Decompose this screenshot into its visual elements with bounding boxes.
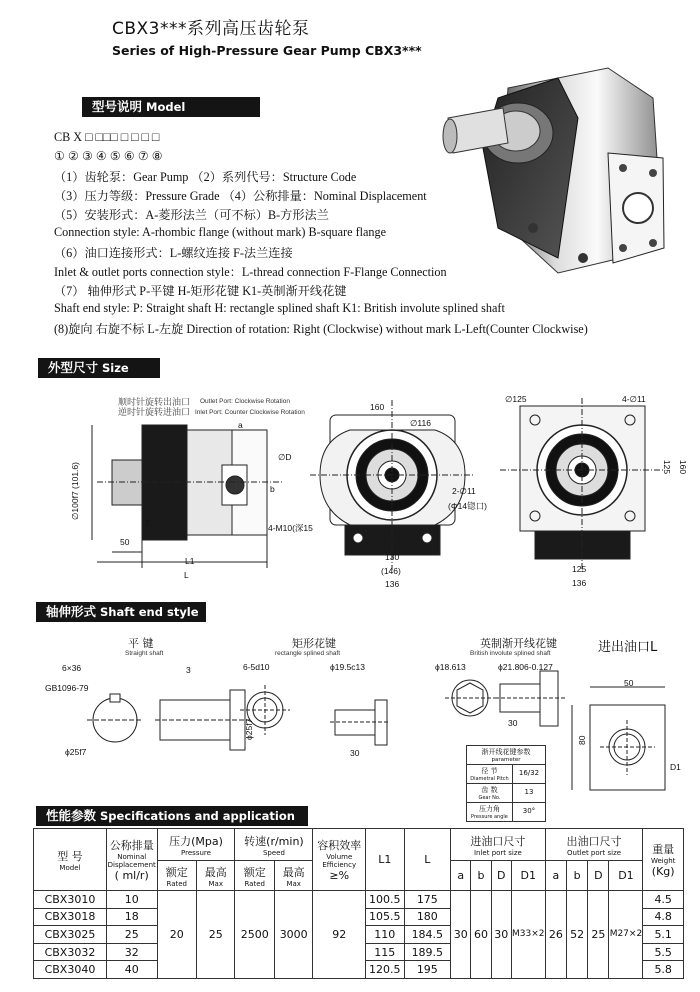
header-L1: L1 — [366, 829, 404, 891]
section-title-en: Shaft end style — [100, 605, 199, 619]
param-label-zh: 齿 数 — [481, 786, 498, 794]
cell-weight: 5.8 — [643, 961, 684, 979]
dim-4-holes: 4-∅11 — [622, 394, 646, 404]
spline-param-row — [467, 765, 545, 784]
cell-out-D1: M27×2 — [609, 891, 643, 979]
spline-parameter-table — [466, 745, 546, 822]
model-line-8: (8)旋向 右旋不标 L-左旋 Direction of rotation: Right (Clockwise) without mark L-Left(Counter Clockwise) — [54, 322, 588, 336]
dim-125-bottom: 125 — [572, 564, 587, 574]
cell-in-D1: M33×2 — [511, 891, 545, 979]
model-line-6: （6）油口连接形式：L-螺纹连接 F-法兰连接 — [54, 246, 293, 260]
header-out-b: b — [566, 861, 587, 891]
header-outlet: 出油口尺寸 Outlet port size — [545, 829, 643, 861]
cell-out-a: 26 — [545, 891, 566, 979]
dim-shaft-diameter: ∅100f7 (101.6) — [70, 462, 80, 520]
cell-speed-rated: 2500 — [235, 891, 274, 979]
dim-2-holes: 2-∅11 — [452, 486, 476, 496]
model-line-shaft: Shaft end style: P: Straight shaft H: rectangle splined shaft K1: British involute splined shaft — [54, 301, 505, 315]
header-press-max: 最高 Max — [197, 861, 235, 891]
model-code-numbers: ① ② ③ ④ ⑤ ⑥ ⑦ ⑧ — [54, 149, 163, 163]
dim-b: b — [270, 484, 275, 494]
dim-130: 130 — [385, 552, 400, 562]
outlet-port-note: Outlet Port: Clockwise Rotation — [200, 398, 290, 405]
header-weight: 重量 Weight (Kg) — [643, 829, 684, 891]
dim-m10: 4-M10(深15 — [268, 523, 313, 533]
rect-spline-title-en: rectangle splined shaft — [275, 650, 341, 657]
dim-125-side: 125 — [662, 459, 673, 475]
section-title-en: Model Instruction — [92, 100, 186, 134]
straight-shaft-drawing — [85, 670, 265, 770]
model-code-line: CB X □ □□□ □ □ □ □ — [54, 130, 160, 144]
header-out-D1: D1 — [609, 861, 643, 891]
cell-model: CBX3040 — [34, 961, 107, 979]
cell-model: CBX3025 — [34, 926, 107, 944]
cell-L1: 105.5 — [366, 908, 404, 926]
section-specifications — [36, 806, 308, 843]
header-out-a: a — [545, 861, 566, 891]
dim-holes-note: (Φ14锪口) — [448, 501, 487, 511]
straight-key-standard: GB1096-79 — [45, 683, 89, 693]
header-model: 型 号 Model — [34, 829, 107, 891]
section-title-zh: 外型尺寸 — [48, 360, 99, 375]
dim-a: a — [238, 420, 243, 430]
brit-spline-d21806: ϕ21.806-0.127 — [498, 662, 553, 672]
spline-param-row — [467, 803, 545, 821]
spline-param-title-zh: 渐开线花键参数 — [481, 748, 531, 756]
model-line-5: （5）安装形式：A-菱形法兰（可不标）B-方形法兰 — [54, 208, 329, 222]
cell-in-a: 30 — [451, 891, 471, 979]
straight-shaft-title-en: Straight shaft — [125, 650, 164, 657]
header-in-D: D — [491, 861, 511, 891]
model-line-connection: Connection style: A-rhombic flange (without mark) B-square flange — [54, 225, 387, 239]
section-shaft-end — [36, 602, 206, 622]
front-view-square-drawing — [500, 398, 673, 580]
cell-in-D: 30 — [491, 891, 511, 979]
cell-out-b: 52 — [566, 891, 587, 979]
dim-D: ∅D — [278, 452, 292, 462]
brit-spline-d18613: ϕ18.613 — [435, 662, 466, 672]
cell-weight: 4.5 — [643, 891, 684, 909]
side-view-drawing — [82, 390, 322, 590]
cell-L1: 100.5 — [366, 891, 404, 909]
inlet-port-note: Inlet Port: Counter Clockwise Rotation — [195, 409, 305, 416]
model-line-1: （1）齿轮泵：Gear Pump （2）系列代号：Structure Code — [54, 170, 357, 184]
cell-L1: 110 — [366, 926, 404, 944]
cell-displacement: 10 — [106, 891, 157, 909]
section-title-en: Specifications and application data — [46, 809, 295, 843]
brit-spline-title-en: British involute splined shaft — [470, 650, 551, 657]
cell-displacement: 18 — [106, 908, 157, 926]
param-label-zh: 压力角 — [478, 805, 500, 813]
cell-L: 189.5 — [404, 943, 451, 961]
header-press-rated: 额定 Rated — [157, 861, 196, 891]
header-out-D: D — [588, 861, 609, 891]
brit-spline-drawing — [440, 666, 570, 736]
cell-L: 195 — [404, 961, 451, 979]
page-title-zh: CBX3***系列高压齿轮泵 — [112, 19, 310, 39]
cell-model: CBX3010 — [34, 891, 107, 909]
dim-L1: L1 — [185, 556, 195, 566]
header-displacement: 公称排量 Nominal Displacement ( ml/r) — [106, 829, 157, 891]
section-title-zh: 轴伸形式 — [46, 604, 97, 619]
cell-in-b: 60 — [471, 891, 491, 979]
header-speed-max: 最高 Max — [274, 861, 312, 891]
dim-116: ∅116 — [410, 418, 431, 428]
brit-spline-dim-30: 30 — [508, 718, 518, 728]
header-in-b: b — [471, 861, 491, 891]
rect-spline-d195: ϕ19.5c13 — [330, 662, 366, 672]
rotation-note-zh-1: 顺时针旋转出油口 — [118, 397, 191, 407]
cell-L: 184.5 — [404, 926, 451, 944]
cell-displacement: 32 — [106, 943, 157, 961]
cell-model: CBX3018 — [34, 908, 107, 926]
spline-param-row — [467, 784, 545, 803]
section-model-instruction — [82, 97, 260, 134]
port-dim-80: 80 — [577, 735, 587, 745]
dim-136-bottom: 136 — [572, 578, 587, 588]
param-label-zh: 径 节 — [481, 767, 498, 775]
page-title-en: Series of High-Pressure Gear Pump CBX3*** — [112, 43, 422, 58]
port-l-title: 进出油口L — [598, 640, 658, 655]
param-value: 30° — [522, 807, 536, 815]
section-title-zh: 型号说明 — [92, 99, 143, 114]
section-title-zh: 性能参数 — [46, 808, 97, 823]
model-line-3: （3）压力等级：Pressure Grade （4）公称排量：Nominal Displacement — [54, 189, 427, 203]
brit-spline-title-zh: 英制渐开线花键 — [480, 637, 557, 650]
straight-dim-3: 3 — [186, 665, 191, 675]
table-row — [34, 891, 684, 909]
model-line-ports: Inlet & outlet ports connection style：L-thread connection F-Flange Connection — [54, 265, 447, 279]
cell-weight: 5.1 — [643, 926, 684, 944]
dim-L: L — [184, 570, 189, 580]
rotation-note-zh-2: 逆时针旋转进油口 — [118, 407, 191, 417]
header-speed: 转速(r/min) Speed — [235, 829, 313, 861]
dim-146: (146) — [381, 566, 401, 576]
header-pressure: 压力(Mpa) Pressure — [157, 829, 235, 861]
dim-160: 160 — [370, 402, 385, 412]
dim-125-circle: ∅125 — [505, 394, 527, 404]
cell-press-max: 25 — [197, 891, 235, 979]
cell-displacement: 25 — [106, 926, 157, 944]
spline-param-title-en: parameter — [491, 757, 521, 763]
page-header — [112, 14, 422, 58]
gear-pump-photo — [438, 58, 688, 288]
cell-speed-max: 3000 — [274, 891, 312, 979]
section-size — [38, 358, 160, 378]
cell-L1: 120.5 — [366, 961, 404, 979]
cell-weight: 5.5 — [643, 943, 684, 961]
param-label-en: Gear No. — [478, 795, 501, 801]
cell-model: CBX3032 — [34, 943, 107, 961]
cell-L: 180 — [404, 908, 451, 926]
rect-spline-title-zh: 矩形花键 — [292, 637, 336, 650]
straight-key-size: 6×36 — [62, 663, 82, 673]
section-title-en: Size — [102, 361, 129, 375]
rect-spline-dim-30: 30 — [350, 748, 360, 758]
header-inlet: 进油口尺寸 Inlet port size — [451, 829, 546, 861]
cell-L1: 115 — [366, 943, 404, 961]
rect-spline-drawing — [240, 670, 390, 770]
dim-136: 136 — [385, 579, 400, 589]
param-value: 13 — [524, 788, 534, 796]
cell-displacement: 40 — [106, 961, 157, 979]
rect-spline-spec: 6-5d10 — [243, 662, 270, 672]
straight-dim-d25: ϕ25f7 — [65, 747, 87, 757]
rect-spline-d25: ϕ25f7 — [244, 718, 254, 740]
cell-press-rated: 20 — [157, 891, 196, 979]
dim-160-side: 160 — [678, 459, 689, 475]
param-label-en: Diametral Pitch — [470, 776, 509, 782]
header-in-D1: D1 — [511, 861, 545, 891]
cell-weight: 4.8 — [643, 908, 684, 926]
cell-L: 175 — [404, 891, 451, 909]
cell-out-D: 25 — [588, 891, 609, 979]
model-line-7: （7） 轴伸形式 P-平键 H-矩形花键 K1-英制渐开线花键 — [54, 284, 347, 298]
port-dim-50: 50 — [624, 678, 634, 688]
dim-50: 50 — [120, 537, 130, 547]
cell-efficiency: 92 — [313, 891, 366, 979]
header-in-a: a — [451, 861, 471, 891]
header-speed-rated: 额定 Rated — [235, 861, 274, 891]
header-L: L — [404, 829, 451, 891]
param-label-en: Pressure angle — [471, 814, 508, 820]
specifications-table — [33, 828, 684, 979]
dim-7: 7 — [145, 518, 150, 528]
straight-shaft-title-zh: 平 键 — [128, 637, 154, 650]
header-efficiency: 容积效率 Volume Efficiency ≥% — [313, 829, 366, 891]
port-dim-D1: D1 — [670, 762, 681, 772]
param-value: 16/32 — [518, 769, 540, 777]
